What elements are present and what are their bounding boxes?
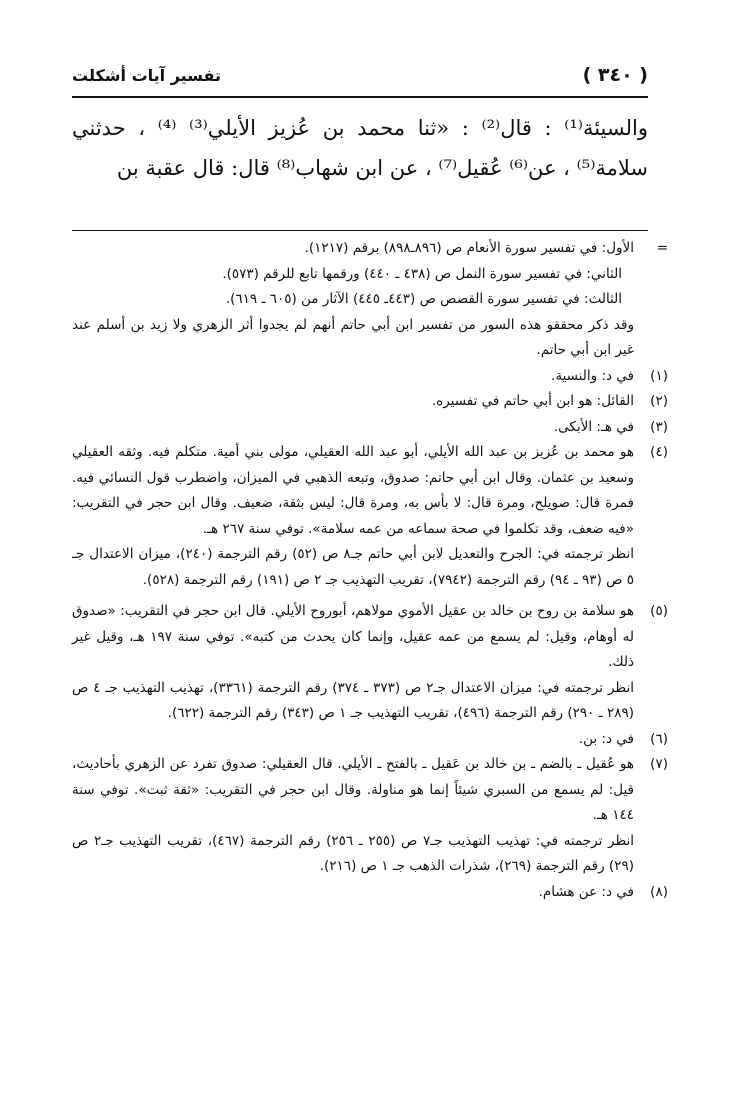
continued-line: الثالث: في تفسير سورة القصص ص (٤٤٣ـ ٤٤٥) الآثار من (٦٠٥ ـ ٦١٩). bbox=[225, 291, 622, 307]
main-paragraph: والسيئة⁽¹⁾ : قال⁽²⁾ : «ثنا محمد بن عُزيز الأيلي⁽³⁾ ⁽⁴⁾ ، حدثني سلامة⁽⁵⁾ ، عن⁽⁶⁾ عُقيل⁽⁷⁾ ، عن ابن شهاب⁽⁸⁾ قال: قال عقبة بن bbox=[72, 116, 648, 180]
footnote-body bbox=[72, 389, 634, 415]
footnote-4 bbox=[72, 440, 668, 593]
footnote-number: (١) bbox=[650, 367, 668, 384]
footnote-3 bbox=[72, 415, 668, 441]
footnote-body bbox=[72, 415, 634, 441]
footnote-text: هو سلامة بن روح بن خالد بن عقيل الأموي مولاهم، أبوروح الأيلي. قال ابن حجر في التقريب: «صدوق له أوهام، وقيل: لم يسمع من عمه عقيل، وإنما كان يحدث من كتبه». توفي سنة ١٩٧ هـ، وقيل غير ذلك. bbox=[72, 603, 634, 670]
footnote-text: في د: بن. bbox=[578, 730, 634, 747]
footnote-number: (٢) bbox=[650, 393, 668, 409]
footnote-text: هو عُقيل ـ بالضم ـ بن خالد بن عَقيل ـ بالفتح ـ الأيلي. قال العقيلي: صدوق تفرد عن الزهري بأحاديث، قيل: لم يسمع من السبري شيئاً إنما هو مناولة. وقال ابن حجر في التقريب: «ثقة ثبت». توفي سنة ١٤٤ هـ. bbox=[72, 756, 634, 823]
footnote-text: القائل: هو ابن أبي حاتم في تفسيره. bbox=[431, 393, 634, 409]
main-text bbox=[72, 108, 648, 188]
book-title: تفسير آيات أشكلت bbox=[72, 66, 221, 85]
footnote-separator bbox=[72, 230, 648, 231]
continued-line: وقد ذكر محققو هذه السور من تفسير ابن أبي حاتم أنهم لم يجدوا أثر الزهري ولا زيد بن أسلم عند غير ابن أبي حاتم. bbox=[72, 316, 634, 358]
page-number: ( ٣٤٠ ) bbox=[582, 64, 648, 86]
page-header bbox=[72, 62, 648, 98]
footnote-text: في د: والنسية. bbox=[551, 367, 634, 384]
footnote-text: انظر ترجمته في: تهذيب التهذيب جـ٧ ص (٢٥٥ ـ ٢٥٦) رقم الترجمة (٤٦٧)، تقريب التهذيب جـ٢ ص (٢٩) رقم الترجمة (٢٦٩)، شذرات الذهب جـ ١ ص (٢١٦). bbox=[72, 832, 635, 874]
footnote-text: هو محمد بن عُزيز بن عبد الله الأيلي، أبو عبد الله العقيلي، مولى بني أمية. متكلم فيه. وثقه العقيلي وسعيد بن عثمان. وقال ابن أبي حاتم: صدوق، وتبعه الذهبي في الميزان، واضطرب قول النسائي فيه. فمرة قال: صويلح، ومرة قال: لا بأس به، ومرة قال: ليس بثقة، ضعيف. وقال ابن حجر في التقريب: «فيه ضعف، وقد تكلموا في صحة سماعه من عمه سلامة». توفي سنة ٢٦٧ هـ. bbox=[72, 444, 634, 537]
footnote-body bbox=[72, 440, 634, 593]
continued-line: الثاني: في تفسير سورة النمل ص (٤٣٨ ـ ٤٤٠) ورقمها تابع للرقم (٥٧٣). bbox=[222, 265, 622, 282]
footnote-body bbox=[72, 752, 634, 880]
footnotes bbox=[72, 236, 668, 905]
footnote-text: في هـ: الأبكى. bbox=[553, 418, 634, 435]
footnote-number: (٧) bbox=[650, 756, 668, 772]
footnote-2 bbox=[72, 389, 668, 415]
footnote-body bbox=[72, 727, 634, 753]
continued-marker: = bbox=[656, 240, 668, 256]
footnote-7 bbox=[72, 752, 668, 880]
footnote-body bbox=[72, 880, 634, 906]
footnote-8 bbox=[72, 880, 668, 906]
footnote-continued bbox=[72, 236, 668, 364]
footnote-body bbox=[72, 599, 634, 727]
continued-line: الأول: في تفسير سورة الأنعام ص (٨٩٦ـ٨٩٨) برقم (١٢١٧). bbox=[304, 240, 634, 256]
footnote-text: في د: عن هشام. bbox=[538, 883, 634, 900]
footnote-5 bbox=[72, 599, 668, 727]
footnote-number: (٨) bbox=[650, 883, 668, 900]
footnote-number: (٥) bbox=[650, 603, 668, 619]
footnote-body bbox=[72, 364, 634, 390]
footnote-number: (٣) bbox=[650, 418, 668, 435]
footnote-6 bbox=[72, 727, 668, 753]
footnote-text: انظر ترجمته في: ميزان الاعتدال جـ٢ ص (٣٧٣ ـ ٣٧٤) رقم الترجمة (٣٣٦١)، تهذيب التهذيب جـ ٤ ص (٢٨٩ ـ ٢٩٠) رقم الترجمة (٤٩٦)، تقريب التهذيب جـ ١ ص (٣٤٣) رقم الترجمة (٦٢٢). bbox=[72, 679, 635, 721]
footnote-text: انظر ترجمته في: الجرح والتعديل لابن أبي حاتم جـ٨ ص (٥٢) رقم الترجمة (٢٤٠)، ميزان الاعتدال جـ ٥ ص (٩٣ ـ ٩٤) رقم الترجمة (٧٩٤٢)، تقريب التهذيب جـ ٢ ص (١٩١) رقم الترجمة (٥٢٨). bbox=[72, 546, 634, 588]
footnote-1 bbox=[72, 364, 668, 390]
footnote-number: (٤) bbox=[650, 444, 668, 460]
continued-body bbox=[72, 236, 634, 364]
footnote-number: (٦) bbox=[650, 730, 668, 747]
